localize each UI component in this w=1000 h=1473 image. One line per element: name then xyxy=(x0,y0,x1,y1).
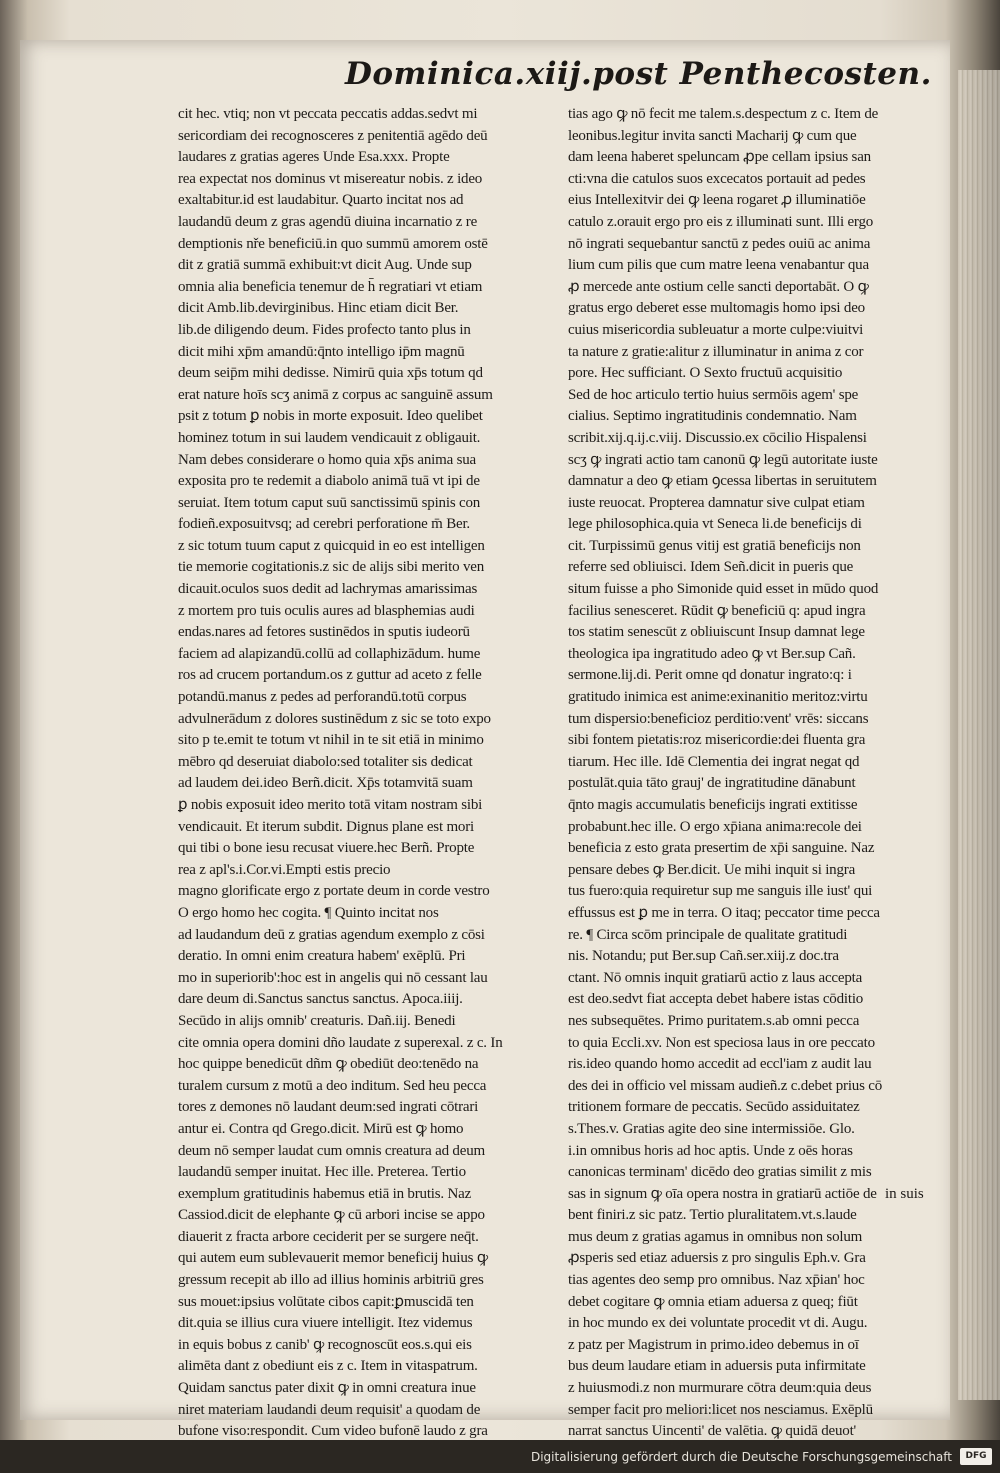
text-line: facilius senesceret. Rūdit ꝙ beneficiū q: apud ingra xyxy=(568,602,866,619)
text-line: diauerit z fracta arbore ceciderit per se surgere neq̄t. xyxy=(178,1228,479,1245)
text-line: lege philosophica.quia vt Seneca li.de beneficijs di xyxy=(568,516,862,533)
text-line: qui autem eum sublevauerit memor beneficij huius ꝙ xyxy=(178,1250,488,1267)
text-line: cuius misericordia subleuatur a morte culpe:viuitvi xyxy=(568,321,864,338)
text-line: laudandū deum z gras agendū diuina incarnatio z re xyxy=(178,213,478,230)
text-column-left xyxy=(178,104,562,1440)
text-line: Sed de hoc articulo tertio huius sermōis agem' spe xyxy=(568,386,859,403)
text-line: postulāt.quia tāto grauj' de ingratitudine dānabunt xyxy=(568,775,856,792)
text-line: gratus ergo deberet esse multomagis homo ipsi deo xyxy=(568,300,865,317)
text-line: ꝓsperis sed etiaz aduersis z pro singulis Eph.v. Gra xyxy=(568,1250,866,1267)
text-line: erat nature hoīs scʒ animā z corpus ac sanguinē assum xyxy=(178,386,493,403)
text-line: niret materiam laudandi deum requisit' a quodam de xyxy=(178,1401,481,1418)
text-line: dit z gratiā summā exhibuit:vt dicit Aug. Unde sup xyxy=(178,257,472,274)
text-line: vendicauit. Et iterum subdit. Dignus plane est mori xyxy=(178,818,474,835)
text-line: effussus est ꝑ me in terra. O itaq; peccator time pecca xyxy=(568,904,880,921)
text-line: gratitudo inimica est anime:exinanitio meritoz:virtu xyxy=(568,689,868,706)
text-line: deratio. In omni enim creatura habem' exēplū. Pri xyxy=(178,948,466,965)
text-line: faciem ad alapizandū.collū ad collaphizādum. hume xyxy=(178,645,481,662)
text-line: s.Thes.v. Gratias agite deo sine intermissiōe. Glo. xyxy=(568,1120,855,1137)
text-line: beneficia z esto grata presertim de xp̄i sanguine. Naz xyxy=(568,840,875,857)
text-line: fodieñ.exposuitvsq; ad cerebri perforatione m̄ Ber. xyxy=(178,516,470,533)
text-line: damnatur a deo ꝙ etiam ꝯcessa libertas in seruitutem xyxy=(568,473,877,490)
text-line: ros ad crucem portandum.os z guttur ad aceto z felle xyxy=(178,667,482,684)
text-line: laudares z gratias ageres Unde Esa.xxx. Propte xyxy=(178,149,450,166)
text-line: debet cogitare ꝙ omnia etiam aduersa z queq; fiūt xyxy=(568,1293,858,1310)
text-line: tores z demones nō laudant deum:sed ingrati cōtrari xyxy=(178,1099,479,1116)
text-line: psit z totum ꝑ nobis in morte exposuit. Ideo quelibet xyxy=(178,408,483,425)
digitization-footer xyxy=(0,1440,1000,1473)
text-line: est deo.sedvt fiat accepta debet habere istas cōditio xyxy=(568,991,864,1008)
text-line: semper facit pro meliori:licet nos nesciamus. Exēplū xyxy=(568,1401,873,1418)
text-line: endas.nares ad fetores sustinēdos in sputis iudeorū xyxy=(178,624,470,641)
text-line: in equis bobus z canib' ꝙ recognoscūt eos.s.qui eis xyxy=(178,1336,472,1353)
text-line: canonicas terminam' dicēdo deo gratias similit z mis xyxy=(568,1164,872,1181)
text-line: mo in superiorib':hoc est in angelis qui nō cessant lau xyxy=(178,969,488,986)
text-line: dare deum di.Sanctus sanctus sanctus. Apoca.iiij. xyxy=(178,991,463,1008)
text-line: narrat sanctus Uincenti' de valētia. ꝙ quidā deuot' xyxy=(568,1423,857,1440)
text-line: re. ¶ Circa scōm principale de qualitate gratitudi xyxy=(568,926,848,943)
text-line: tias agentes deo semp pro omnibus. Naz xp̄ian' hoc xyxy=(568,1272,865,1289)
text-line: lium cum pilis que cum matre leena venabantur qua xyxy=(568,257,869,274)
text-line: nō ingrati sequebantur sanctū z pedes ouiū ac anima xyxy=(568,235,871,252)
text-line: laudandū semper inuitat. Hec ille. Preterea. Tertio xyxy=(178,1164,466,1181)
text-line: magno glorificate ergo z portate deum in corde vestro xyxy=(178,883,490,900)
text-line: sas in signum ꝙ oīa opera nostra in gratiarū actiōe de xyxy=(568,1185,877,1202)
text-line: Cassiod.dicit de elephante ꝙ cū arbori incise se appo xyxy=(178,1207,485,1224)
text-line: Secūdo in alijs omnib' creaturis. Dañ.iij. Benedi xyxy=(178,1012,456,1029)
text-line: bufone viso:respondit. Cum video bufonē laudo z gra xyxy=(178,1423,488,1440)
text-line: sito p te.emit te totum vt nihil in te sit etiā in minimo xyxy=(178,732,484,749)
text-line: Quidam sanctus pater dixit ꝙ in omni creatura inue xyxy=(178,1380,476,1397)
text-line: omnia alia beneficia tenemur de h̄ regratiari vt etiam xyxy=(178,278,483,295)
text-line: situm fuisse a pho Simonide quid esset in mūdo quod xyxy=(568,581,879,598)
text-line: z patz per Magistrum in primo.ideo debemus in oī xyxy=(568,1336,859,1353)
text-line: z sic totum tuum caput z quicquid in eo est intelligen xyxy=(178,537,485,554)
text-line: deum nō semper laudat cum omnis creatura ad deum xyxy=(178,1142,485,1159)
text-line: bent finiri.z sic patz. Tertio pluralitatem.vt.s.laude xyxy=(568,1207,857,1224)
text-line: ris.ideo quando homo accedit ad eccl'iam z audit lau xyxy=(568,1056,872,1073)
text-line: nis. Notandu; put Ber.sup Cañ.ser.xiij.z doc.tra xyxy=(568,948,839,965)
text-line: sibi fontem pietatis:roz misericordie:dei fluenta gra xyxy=(568,732,866,749)
text-line: in hoc mundo ex dei voluntate procedit vt di. Augu. xyxy=(568,1315,868,1332)
text-line: dicauit.oculos suos dedit ad lachrymas amarissimas xyxy=(178,581,478,598)
text-line: z mortem pro tuis oculis aures ad blasphemias audi xyxy=(178,602,475,619)
text-line: des dei in officio vel missam audieñ.z c.debet prius cō xyxy=(568,1077,883,1094)
text-line: advulnerādum z dolores sustinēdum z sic se toto expo xyxy=(178,710,491,727)
catchword: in suis xyxy=(885,1186,924,1202)
text-line: exposita pro te redemit a diabolo animā tuā vt ipi de xyxy=(178,473,480,490)
text-line: dit.quia se illius cura viuere intelligit. Itez videmus xyxy=(178,1315,473,1332)
text-line: mēbro qd deseruiat diabolo:sed totaliter sis dedicat xyxy=(178,753,473,770)
text-line: cit. Turpissimū genus vitij est gratiā beneficijs non xyxy=(568,537,861,554)
text-line: nes subsequētes. Primo puritatem.s.ab omni pecca xyxy=(568,1012,860,1029)
text-line: iuste reuocat. Propterea damnatur sive culpat etiam xyxy=(568,494,865,511)
text-line: sericordiam dei recognosceres z penitentiā agēdo deū xyxy=(178,127,488,144)
text-line: qui tibi o bone iesu recusat viuere.hec Berñ. Propte xyxy=(178,840,475,857)
text-line: theologica ipa ingratitudo adeo ꝙ vt Ber.sup Cañ. xyxy=(568,645,856,662)
text-line: scribit.xij.q.ij.c.viij. Discussio.ex cōcilio Hispalensi xyxy=(568,429,867,446)
text-line: rea z apl's.i.Cor.vi.Empti estis precio xyxy=(178,861,391,878)
text-line: ad laudandum deū z gratias agendum exemplo z cōsi xyxy=(178,926,485,943)
text-line: tie memorie cogitationis.z sic de alijs sibi merito ven xyxy=(178,559,485,576)
text-line: rea expectat nos dominus vt misereatur nobis. z ideo xyxy=(178,170,483,187)
text-line: antur ei. Contra qd Grego.dicit. Mirū est ꝙ homo xyxy=(178,1120,464,1137)
text-line: dicit Amb.lib.devirginibus. Hinc etiam dicit Ber. xyxy=(178,300,459,317)
text-line: eius Intellexitvir dei ꝙ leena rogaret ꝓ illuminatiōe xyxy=(568,192,866,209)
text-line: z huiusmodi.z non murmurare cōtra deum:quia deus xyxy=(568,1380,872,1397)
text-line: tus fuero:quia requiretur sup me sanguis ille iust' qui xyxy=(568,883,873,900)
text-line: demptionis nře beneficiū.in quo summū amorem ostē xyxy=(178,235,488,252)
text-line: to quia Eccli.xv. Non est speciosa laus in ore peccato xyxy=(568,1034,875,1051)
text-line: bus deum laudare etiam in aduersis puta infirmitate xyxy=(568,1358,866,1375)
text-line: mus deum z gratias agamus in omnibus non solum xyxy=(568,1228,863,1245)
text-line: referre sed obliuisci. Idem Señ.dicit in pueris que xyxy=(568,559,854,576)
text-line: sermone.lij.di. Perit omne qd donatur ingrato:q: i xyxy=(568,667,852,684)
text-line: probabunt.hec ille. O ergo xp̄iana anima:recole dei xyxy=(568,818,862,835)
text-line: tiarum. Hec ille. Idē Clementia dei ingrat negat qd xyxy=(568,753,860,770)
text-line: gressum recepit ab illo ad illius hominis arbitriū gres xyxy=(178,1272,484,1289)
text-line: catulo z.orauit ergo pro eis z illuminati sunt. Illi ergo xyxy=(568,213,874,230)
text-line: ctant. Nō omnis inquit gratiarū actio z laus accepta xyxy=(568,969,863,986)
text-line: pore. Hec sufficiant. O Sexto fructuū acquisitio xyxy=(568,365,843,382)
text-line: tritionem formare de peccatis. Secūdo assiduitatez xyxy=(568,1099,860,1116)
text-line: alimēta dant z obediunt eis z c. Item in vitaspatrum. xyxy=(178,1358,478,1375)
text-line: leonibus.legitur invita sancti Macharij ꝙ cum que xyxy=(568,127,857,144)
text-line: tum dispersio:beneficioz perditio:vent' vrēs: siccans xyxy=(568,710,869,727)
running-head: Dominica.xiij.post Penthecosten. xyxy=(345,56,932,92)
text-line: i.in omnibus horis ad hoc aptis. Unde z oēs horas xyxy=(568,1142,853,1159)
text-line: ꝓ mercede ante ostium celle sancti deportabāt. O ꝙ xyxy=(568,278,869,295)
text-line: dicit mihi xp̄m amandū:q̄nto intelligo ip̄m magnū xyxy=(178,343,465,360)
text-line: q̄nto magis accumulatis beneficijs ingrati extitisse xyxy=(568,797,858,813)
text-line: pensare debes ꝙ Ber.dicit. Ue mihi inquit si ingra xyxy=(568,861,856,878)
text-line: exaltabitur.id est laudabitur. Quarto incitat nos ad xyxy=(178,192,464,209)
text-line: tias ago ꝙ nō fecit me talem.s.despectum z c. Item de xyxy=(568,106,879,122)
text-line: cialius. Septimo ingratitudinis condemnatio. Nam xyxy=(568,408,857,425)
text-line: exemplum gratitudinis habemus etiā in brutis. Naz xyxy=(178,1185,472,1202)
text-line: turalem cursum z motū a deo inditum. Sed heu pecca xyxy=(178,1077,487,1094)
text-line: potandū.manus z pedes ad perforandū.totū corpus xyxy=(178,689,467,706)
funding-credit: Digitalisierung gefördert durch die Deutsche Forschungsgemeinschaft xyxy=(530,1450,952,1464)
text-line: hominez totum in sui laudem vendicauit z obligauit. xyxy=(178,429,481,446)
text-line: sus mouet:ipsius volūtate cibos capit:ꝑmuscidā ten xyxy=(178,1293,474,1310)
text-line: Nam debes considerare o homo quia xp̄s anima sua xyxy=(178,451,477,468)
text-line: hoc quippe benedicūt dñm ꝙ obediūt deo:tenēdo na xyxy=(178,1056,479,1073)
text-line: dam leena haberet speluncam ꝓpe cellam ipsius san xyxy=(568,149,871,166)
dfg-logo: DFG xyxy=(960,1448,992,1465)
book-fore-edge xyxy=(958,70,1000,1400)
text-line: cti:vna die catulos suos excecatos portauit ad pedes xyxy=(568,170,866,187)
text-line: seruiat. Item totum caput suū sanctissimū spinis con xyxy=(178,494,481,511)
text-line: lib.de diligendo deum. Fides profecto tanto plus in xyxy=(178,321,471,338)
text-line: ꝑ nobis exposuit ideo merito totā vitam nostram sibi xyxy=(178,797,483,813)
text-line: cite omnia opera domini dño laudate z superexal. z c. In xyxy=(178,1034,503,1051)
text-line: tos statim senescūt z obliuiscunt Insup damnat lege xyxy=(568,624,865,641)
text-line: O ergo homo hec cogita. ¶ Quinto incitat nos xyxy=(178,904,439,921)
text-line: cit hec. vtiq; non vt peccata peccatis addas.sedvt mi xyxy=(178,106,478,122)
text-line: scʒ ꝙ ingrati actio tam canonū ꝙ legū autoritate iuste xyxy=(568,451,878,468)
text-line: ta nature z gratie:alitur z illuminatur in anima z cor xyxy=(568,343,864,360)
text-line: deum seip̄m mihi dedisse. Nimirū quia xp̄s totum qd xyxy=(178,365,483,382)
text-line: ad laudem dei.ideo Berñ.dicit. Xp̄s totamvitā suam xyxy=(178,775,473,792)
